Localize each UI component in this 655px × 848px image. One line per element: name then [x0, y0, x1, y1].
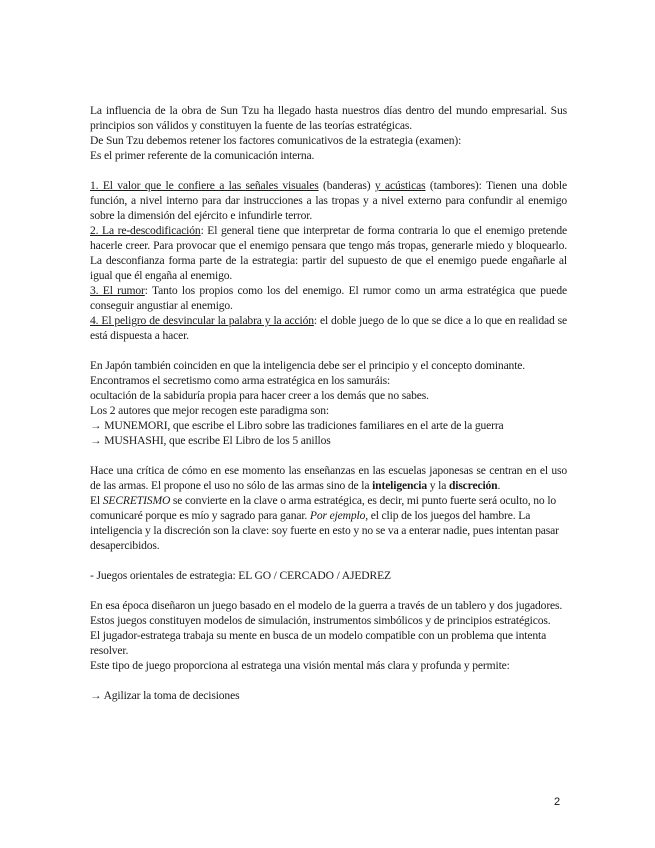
factor-3-title: 3. El rumor	[90, 284, 145, 297]
arrow-icon: →	[90, 419, 102, 432]
page-body	[90, 103, 567, 703]
factor-2-title: 2. La re-descodificación	[90, 224, 201, 237]
arrow-icon: →	[90, 434, 102, 447]
factor-1-text: (banderas)	[318, 179, 375, 192]
intro-exam-line: De Sun Tzu debemos retener los factores comunicativos de la estrategia (examen):	[90, 134, 462, 147]
factor-1-text-b: (tambores): Tienen una doble función, a nivel interno para dar instrucciones a las tropas y a nivel externo para confundir al enemigo sobre la dimensión del ejército e infundirle terror.	[90, 179, 568, 222]
author-mushashi: → MUSHASHI, que escribe El Libro de los 5 anillos	[90, 434, 331, 447]
factor-3	[90, 283, 567, 313]
factor-2-text: : El general tiene que interpretar de forma contraria lo que el enemigo pretende hacerle creer. Para provocar que el enemigo pensara que tengo más tropas, generarle miedo y bloquearlo. La desconfianza forma parte de la estrategia: partir del supuesto de que el enemigo puede engañarle al igual que él engaña al enemigo.	[90, 224, 567, 282]
games-paragraph-4: Este tipo de juego proporciona al estratega una visión mental más clara y profunda y permite:	[90, 659, 510, 672]
japan-authors-intro: Los 2 autores que mejor recogen este paradigma son:	[90, 404, 329, 417]
factor-4-text: : el doble juego de lo que se dice a lo que en realidad se está dispuesta a hacer.	[90, 314, 567, 342]
games-paragraph-2: Estos juegos constituyen modelos de simulación, instrumentos simbólicos y de principios estratégicos.	[90, 614, 551, 627]
factor-3-text: : Tanto los propios como los del enemigo. El rumor como un arma estratégica que puede conseguir angustiar al enemigo.	[90, 284, 568, 312]
factor-4	[90, 313, 567, 343]
spacer	[90, 163, 567, 178]
spacer	[90, 553, 567, 568]
arrow-icon: →	[90, 689, 102, 702]
intro-paragraph: La influencia de la obra de Sun Tzu ha llegado hasta nuestros días dentro del mundo empresarial. Sus principios son válidos y constituyen la fuente de las teorías estratégicas.	[90, 104, 567, 132]
games-conclusion: → Agilizar la toma de decisiones	[90, 689, 240, 702]
keyword-inteligencia: inteligencia	[372, 479, 427, 492]
critique-paragraph: Hace una crítica de cómo en ese momento las enseñanzas en las escuelas japonesas se centran en el uso de las armas. El propone el uso no sólo de las armas sino de la inteligencia y la discreción.	[90, 464, 567, 492]
page-number: 2	[554, 796, 561, 808]
spacer	[90, 673, 567, 688]
factor-1-title-b: y acústicas	[374, 179, 426, 192]
games-paragraph-1: En esa época diseñaron un juego basado en el modelo de la guerra a través de un tablero y dos jugadores.	[90, 599, 563, 612]
author-munemori: → MUNEMORI, que escribe el Libro sobre las tradiciones familiares en el arte de la guerra	[90, 419, 504, 432]
games-heading: - Juegos orientales de estrategia: EL GO / CERCADO / AJEDREZ	[90, 569, 391, 582]
games-paragraph-3: El jugador-estratega trabaja su mente en busca de un modelo compatible con un problema que intenta resolver.	[90, 629, 547, 657]
spacer	[90, 343, 567, 358]
factor-2	[90, 223, 567, 283]
keyword-discrecion: discreción	[448, 479, 498, 492]
secretism-paragraph: El SECRETISMO se convierte en la clave o arma estratégica, es decir, mi punto fuerte será oculto, no lo comunicaré porque es mío y sagrado para ganar. Por ejemplo, el clip de los juegos del hambre. La inteligencia y la discreción son la clave: soy fuerte en esto y no se va a enterar nadie, pues intentan pasar desapercibidos.	[90, 494, 559, 552]
keyword-secretismo: SECRETISMO	[102, 494, 171, 507]
spacer	[90, 583, 567, 598]
japan-secretism: Encontramos el secretismo como arma estratégica en los samuráis:	[90, 374, 391, 387]
factor-1	[90, 178, 567, 223]
intro-reference-line: Es el primer referente de la comunicación interna.	[90, 149, 315, 162]
example-label: Por ejemplo	[309, 509, 366, 522]
factor-1-title: 1. El valor que le confiere a las señales visuales	[90, 179, 319, 192]
japan-intro: En Japón también coinciden en que la inteligencia debe ser el principio y el concepto dominante.	[90, 359, 526, 372]
factor-4-title: 4. El peligro de desvincular la palabra y la acción	[90, 314, 314, 327]
japan-concealment: ocultación de la sabiduría propia para hacer creer a los demás que no sabes.	[90, 389, 429, 402]
spacer	[90, 448, 567, 463]
